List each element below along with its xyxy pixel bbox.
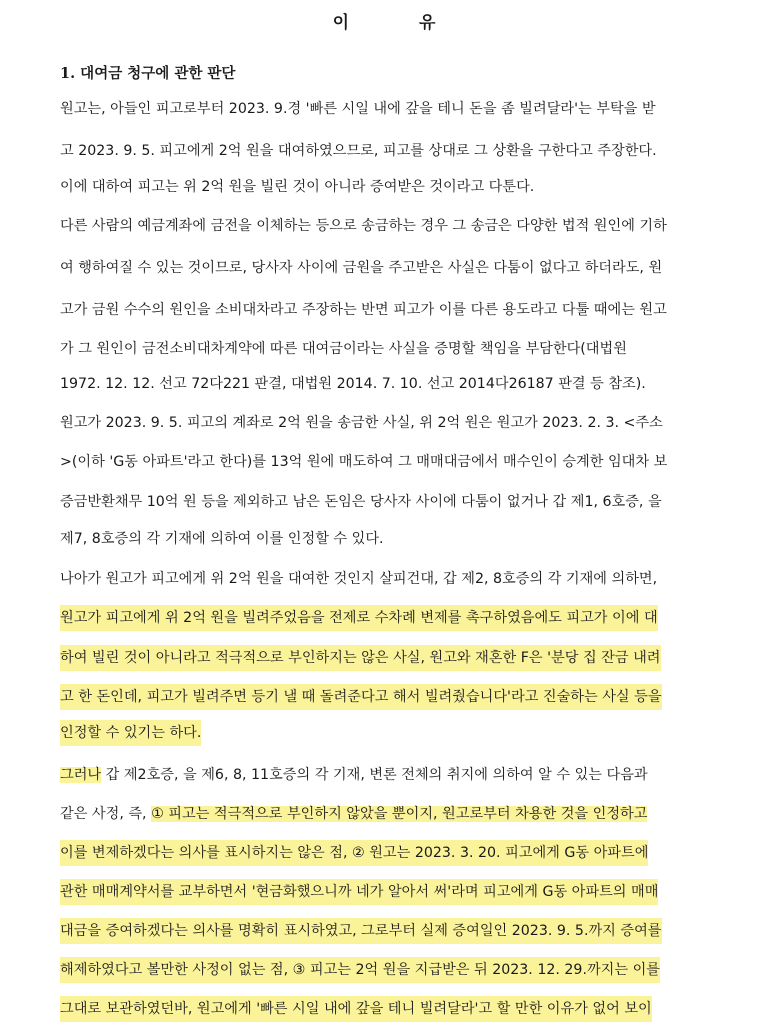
plain-segment: 같은 사정, 즉, xyxy=(60,806,152,822)
text-line: 가 그 원인이 금전소비대차계약에 따른 대여금이라는 사실을 증명할 책임을 부담한다(대법원 xyxy=(60,341,627,357)
section-heading: 1. 대여금 청구에 관한 판단 xyxy=(60,65,236,82)
text-line: 제7, 8호증의 각 기재에 의하여 이를 인정할 수 있다. xyxy=(60,531,384,547)
text-line: 원고는, 아들인 피고로부터 2023. 9.경 '빠른 시일 내에 갚을 테니 돈을 좀 빌려달라'는 부탁을 받 xyxy=(60,101,656,117)
highlighted-line: 해제하였다고 볼만한 사정이 없는 점, ③ 피고는 2억 원을 지급받은 뒤 2023. 12. 29.까지는 이를 xyxy=(60,957,712,983)
document-title xyxy=(0,8,768,33)
title-right-char: 유 xyxy=(419,13,436,33)
highlighted-line: 인정할 수 있기는 하다. xyxy=(60,720,712,746)
text-line: 원고가 2023. 9. 5. 피고의 계좌로 2억 원을 송금한 사실, 위 2억 원은 원고가 2023. 2. 3. <주소 xyxy=(60,415,663,431)
highlighted-line: 대금을 증여하겠다는 의사를 명확히 표시하였고, 그로부터 실제 증여일인 2023. 9. 5.까지 증여를 xyxy=(60,918,712,944)
highlighted-segment: ① 피고는 적극적으로 부인하지 않았을 뿐이지, 원고로부터 차용한 것을 인정하고 xyxy=(151,806,648,822)
highlighted-line: 원고가 피고에게 위 2억 원을 빌려주었음을 전제로 수차례 변제를 촉구하였음에도 피고가 이에 대 xyxy=(60,605,712,631)
title-left-char: 이 xyxy=(332,13,349,33)
text-line: 여 행하여질 수 있는 것이므로, 당사자 사이에 금원을 주고받은 사실은 다툼이 없다고 하더라도, 원 xyxy=(60,260,663,276)
highlighted-line: 관한 매매계약서를 교부하면서 '현금화했으니까 네가 알아서 써'라며 피고에게 G동 아파트의 매매 xyxy=(60,879,712,905)
text-line: 나아가 원고가 피고에게 위 2억 원을 대여한 것인지 살피건대, 갑 제2, 8호증의 각 기재에 의하면, xyxy=(60,571,658,587)
highlighted-line: 하여 빌린 것이 아니라고 적극적으로 부인하지는 않은 사실, 원고와 재혼한 F은 '분당 집 잔금 내려 xyxy=(60,645,712,671)
highlighted-line: 이를 변제하겠다는 의사를 표시하지는 않은 점, ② 원고는 2023. 3. 20. 피고에게 G동 아파트에 xyxy=(60,840,712,866)
text-line: 다른 사람의 예금계좌에 금전을 이체하는 등으로 송금하는 경우 그 송금은 다양한 법적 원인에 기하 xyxy=(60,218,667,234)
text-line: >(이하 'G동 아파트'라고 한다)를 13억 원에 매도하여 그 매매대금에서 매수인이 승계한 임대차 보 xyxy=(60,454,668,470)
partially-highlighted-line xyxy=(60,762,712,788)
partially-highlighted-line xyxy=(60,801,712,827)
text-line: 고가 금원 수수의 원인을 소비대차라고 주장하는 반면 피고가 이를 다른 용도라고 다툴 때에는 원고 xyxy=(60,302,667,318)
text-line: 고 2023. 9. 5. 피고에게 2억 원을 대여하였으므로, 피고를 상대로 그 상환을 구한다고 주장한다. xyxy=(60,143,657,159)
highlighted-line: 고 한 돈인데, 피고가 빌려주면 등기 낼 때 돌려준다고 해서 빌려줬습니다'라고 진술하는 사실 등을 xyxy=(60,684,712,710)
highlighted-line: 그대로 보관하였던바, 원고에게 '빠른 시일 내에 갚을 테니 빌려달라'고 할 만한 이유가 없어 보이 xyxy=(60,996,712,1022)
text-line: 이에 대하여 피고는 위 2억 원을 빌린 것이 아니라 증여받은 것이라고 다툰다. xyxy=(60,179,535,195)
highlighted-segment: 그러나 xyxy=(60,767,102,783)
plain-segment: 갑 제2호증, 을 제6, 8, 11호증의 각 기재, 변론 전체의 취지에 의하여 알 수 있는 다음과 xyxy=(101,767,648,783)
text-line: 증금반환채무 10억 원 등을 제외하고 남은 돈임은 당사자 사이에 다툼이 없거나 갑 제1, 6호증, 을 xyxy=(60,494,662,510)
text-line: 1972. 12. 12. 선고 72다221 판결, 대법원 2014. 7. 10. 선고 2014다26187 판결 등 참조). xyxy=(60,376,646,392)
